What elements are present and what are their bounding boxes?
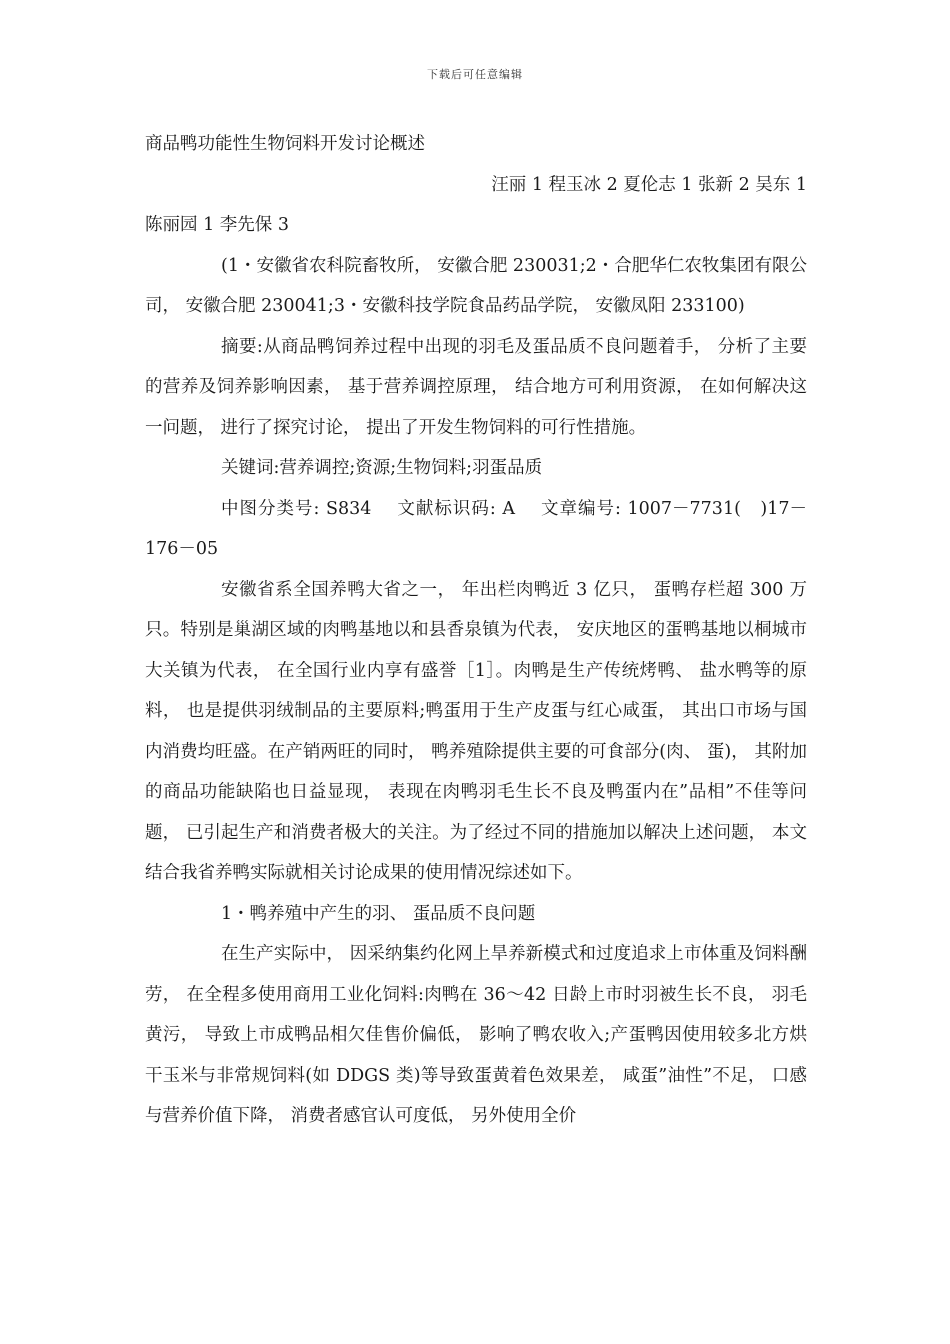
authors-line-2: 陈丽园 1 李先保 3 [145, 215, 289, 235]
intro-paragraph: 安徽省系全国养鸭大省之一， 年出栏肉鸭近 3 亿只， 蛋鸭存栏超 300 万只。特别是巢湖区域的肉鸭基地以和县香泉镇为代表， 安庆地区的蛋鸭基地以桐城市大关镇为代表， 在全国行业内享有盛誉［1］。肉鸭是生产传统烤鸭、 盐水鸭等的原料， 也是提供羽绒制品的主要原料;鸭蛋用于生产皮蛋与红心咸蛋， 其出口市场与国内消费均旺盛。在产销两旺的同时， 鸭养殖除提供主要的可食部分(肉、 蛋)， 其附加的商品功能缺陷也日益显现， 表现在肉鸭羽毛生长不良及鸭蛋内在”品相”不佳等问题， 已引起生产和消费者极大的关注。为了经过不同的措施加以解决上述问题， 本文结合我省养鸭实际就相关讨论成果的使用情况综述如下。 [145, 579, 807, 883]
document-body [145, 124, 807, 1137]
keywords: 关键词:营养调控;资源;生物饲料;羽蛋品质 [221, 458, 543, 478]
affiliations: (1・安徽省农科院畜牧所， 安徽合肥 230031;2・合肥华仁农牧集团有限公司， 安徽合肥 230041;3・安徽科技学院食品药品学院， 安徽凤阳 233100) [145, 255, 807, 316]
paper-title: 商品鸭功能性生物饲料开发讨论概述 [145, 134, 425, 154]
section-1-paragraph: 在生产实际中， 因采纳集约化网上旱养新模式和过度追求上市体重及饲料酬劳， 在全程多使用商用工业化饲料:肉鸭在 36～42 日龄上市时羽被生长不良， 羽毛黄污， 导致上市成鸭品相欠佳售价偏低， 影响了鸭农收入;产蛋鸭因使用较多北方烘干玉米与非常规饲料(如 DDGS 类)等导致蛋黄着色效果差， 咸蛋”油性”不足， 口感与营养价值下降， 消费者感官认可度低， 另外使用全价 [145, 944, 807, 1126]
authors-line-1: 汪丽 1 程玉冰 2 夏伦志 1 张新 2 吴东 1 [491, 174, 807, 195]
classification-info: 中图分类号: S834 文献标识码: A 文章编号: 1007－7731( )17－176－05 [145, 498, 807, 559]
section-1-heading: 1・鸭养殖中产生的羽、 蛋品质不良问题 [221, 903, 536, 924]
abstract: 摘要:从商品鸭饲养过程中出现的羽毛及蛋品质不良问题着手， 分析了主要的营养及饲养影响因素， 基于营养调控原理， 结合地方可利用资源， 在如何解决这一问题， 进行了探究讨论， 提出了开发生物饲料的可行性措施。 [145, 336, 807, 438]
header-note: 下载后可任意编辑 [427, 68, 523, 81]
